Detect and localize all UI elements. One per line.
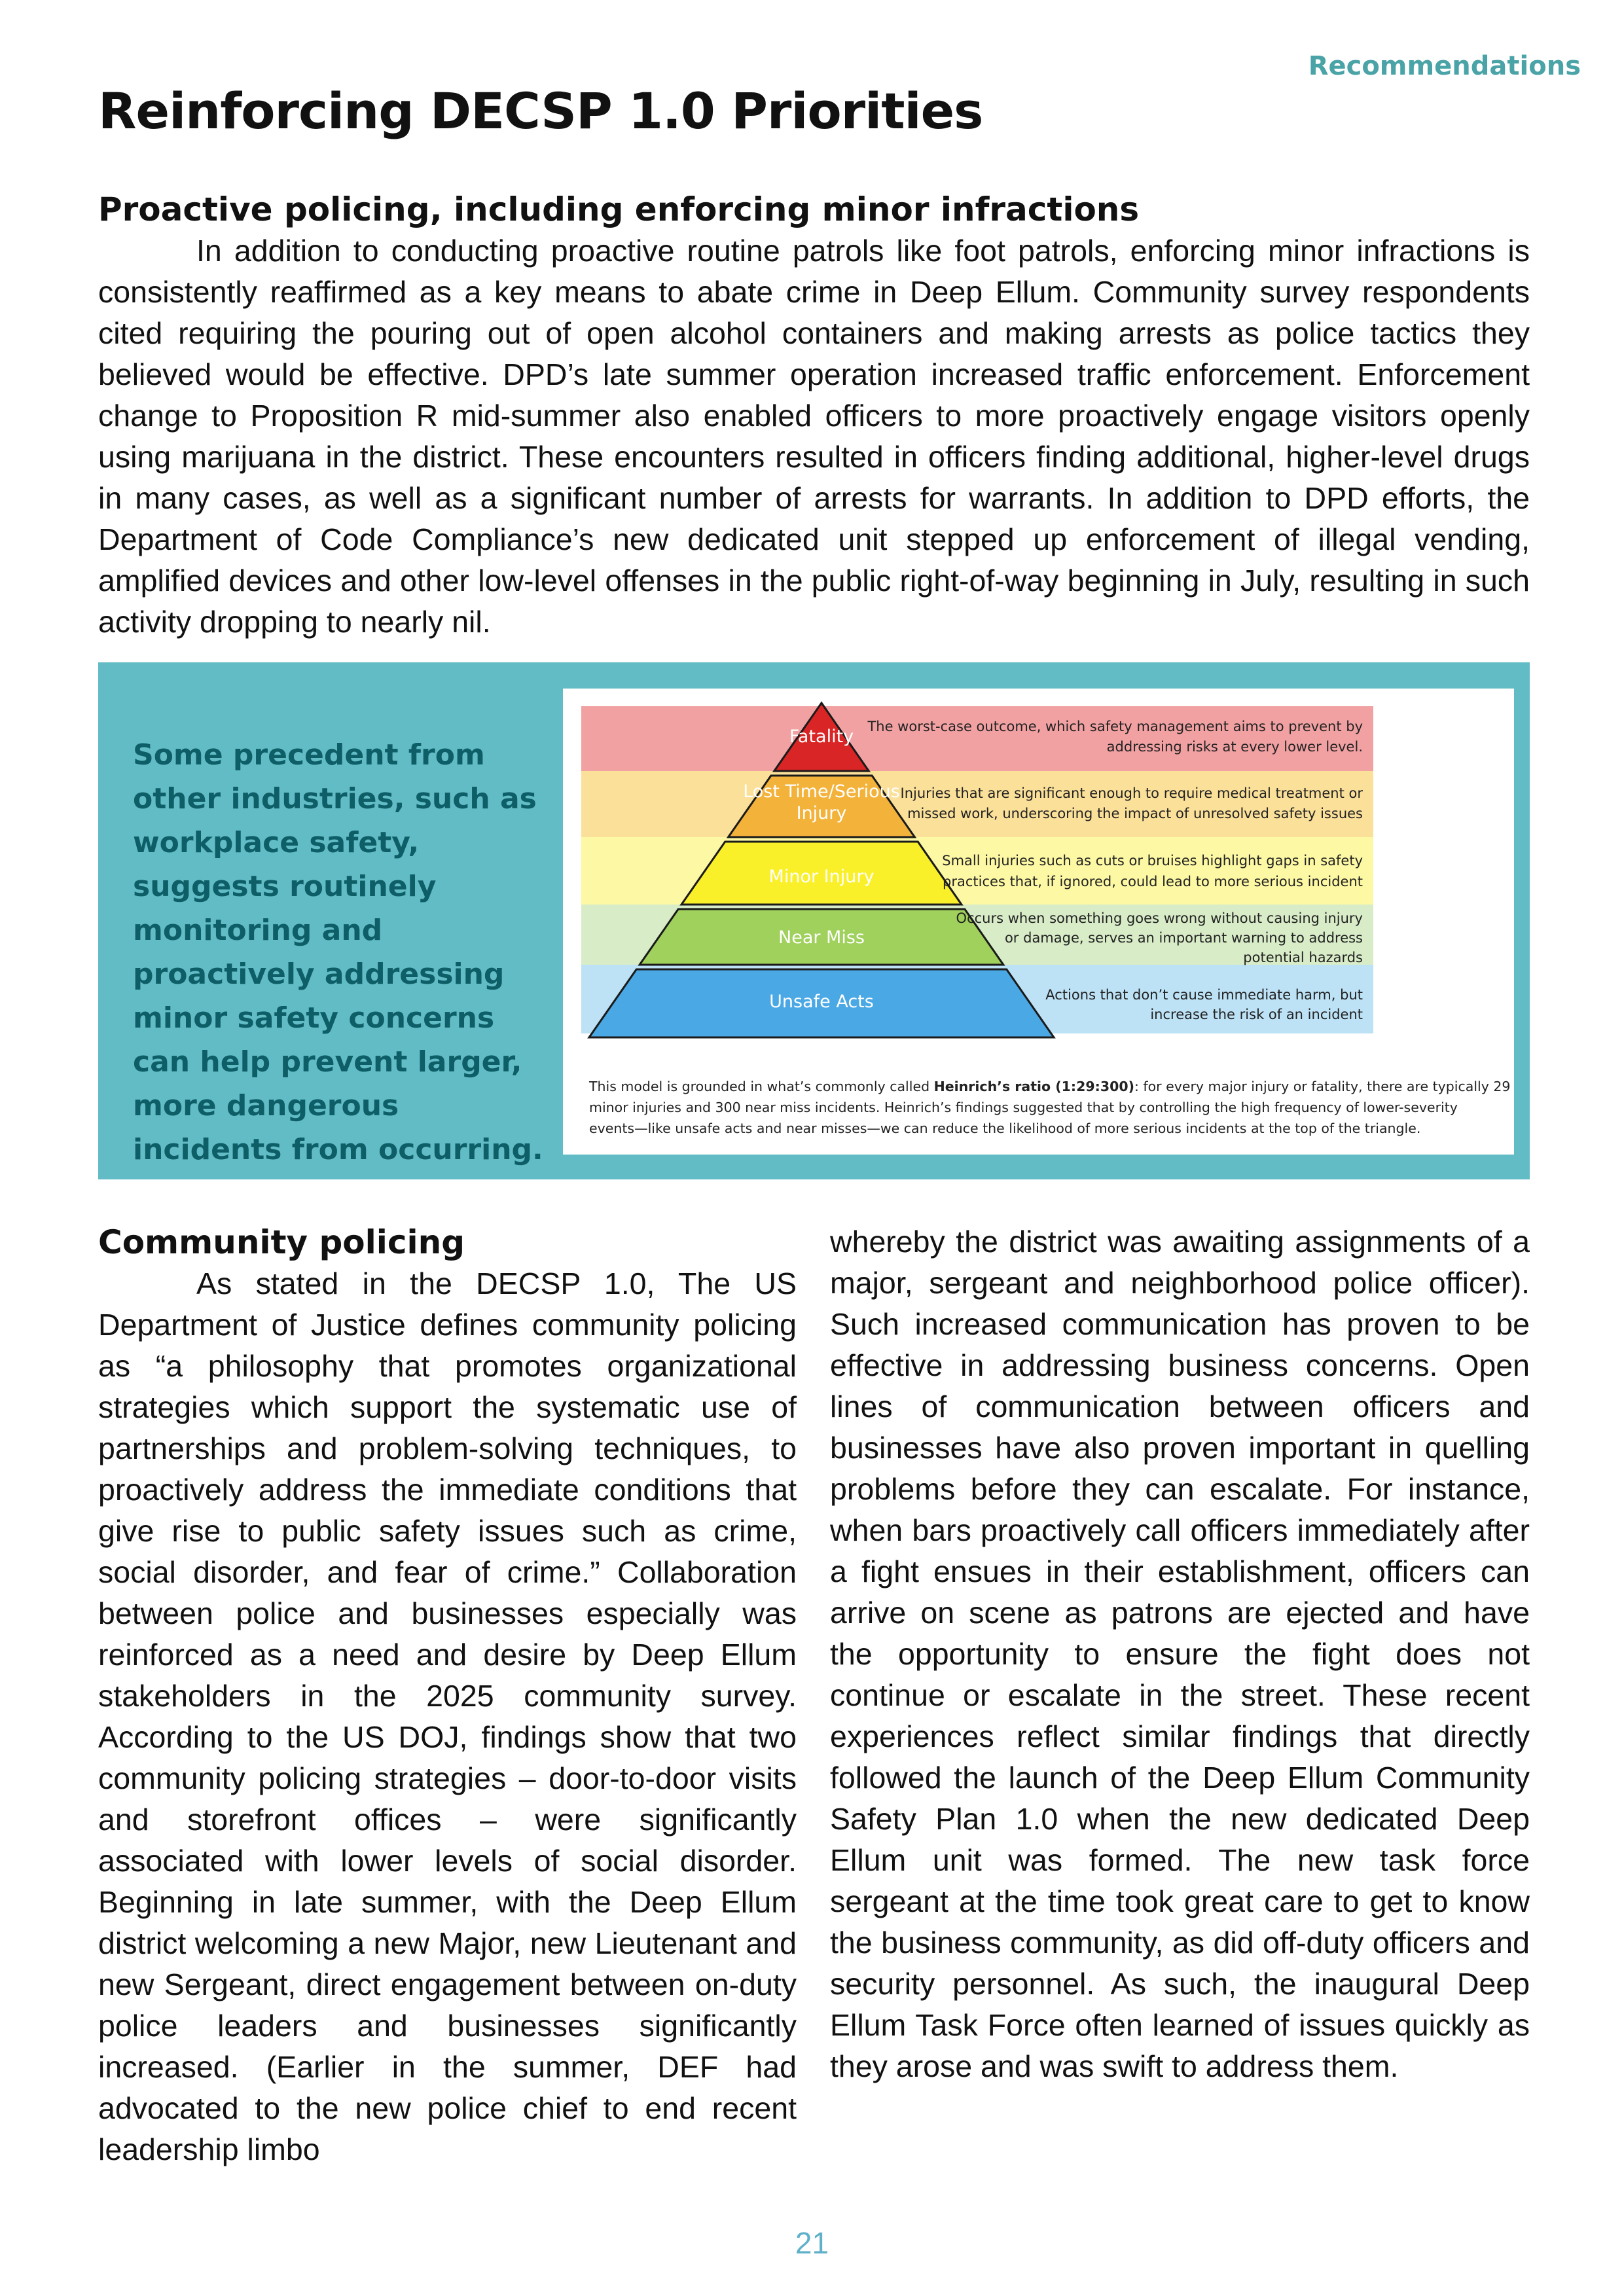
pyramid-tier-label: Near Miss [778, 927, 865, 948]
pyramid-caption-line: minor injuries and 300 near miss incidents. Heinrich’s findings suggested that by controlling the high frequency of lower-severity [589, 1100, 1458, 1115]
pyramid-tier-description: increase the risk of an incident [1150, 1007, 1363, 1022]
safety-pyramid-diagram [563, 689, 1514, 1155]
pyramid-tier-description: practices that, if ignored, could lead to more serious incident [943, 874, 1363, 889]
pyramid-tier-description: Actions that don’t cause immediate harm, but [1045, 987, 1363, 1003]
pyramid-band-1 [581, 771, 1373, 837]
page-title: Reinforcing DECSP 1.0 Priorities [98, 82, 983, 140]
section-proactive-policing [98, 188, 1530, 643]
safety-pyramid-figure [563, 689, 1514, 1155]
section-community-policing [98, 1221, 797, 2170]
pyramid-caption-line: events—like unsafe acts and near misses—we can reduce the likelihood of more serious incidents at the top of the triangle. [589, 1121, 1421, 1136]
section-heading: Proactive policing, including enforcing minor infractions [98, 190, 1140, 228]
pyramid-tier-description: potential hazards [1243, 950, 1363, 965]
pyramid-tier-description: missed work, underscoring the impact of unresolved safety issues [907, 806, 1363, 821]
section-tag: Recommendations [1308, 51, 1581, 81]
pyramid-tier-label: Injury [796, 803, 847, 823]
section-heading: Community policing [98, 1223, 465, 1261]
pyramid-tier-label: Minor Injury [768, 867, 875, 887]
section-paragraph: In addition to conducting proactive routine patrols like foot patrols, enforcing minor infractions is consistently reaffirmed as a key means to abate crime in Deep Ellum. Community survey respondents cited requiring the pouring out of open alcohol containers and making arrests as police tactics they believed would be effective. DPD’s late summer operation increased traffic enforcement. Enforcement change to Proposition R mid-summer also enabled officers to more proactively engage visitors openly using marijuana in the district. These encounters resulted in officers finding additional, higher-level drugs in many cases, as well as a significant number of arrests for warrants. In addition to DPD efforts, the Department of Code Compliance’s new dedicated unit stepped up enforcement of illegal vending, amplified devices and other low-level offenses in the public right-of-way beginning in July, resulting in such activity dropping to nearly nil. [98, 234, 1530, 639]
pyramid-tier-description: Injuries that are significant enough to require medical treatment or [900, 785, 1363, 801]
section-paragraph-left: As stated in the DECSP 1.0, The US Department of Justice defines community policing as “a philosophy that promotes organizational strategies which support the systematic use of partnerships and problem-solving techniques, to proactively address the immediate conditions that give rise to public safety issues such as crime, social disorder, and fear of crime.” Collaboration between police and businesses especially was reinforced as a need and desire by Deep Ellum stakeholders in the 2025 community survey. According to the US DOJ, findings show that two community policing strategies – door-to-door visits and storefront offices – were significantly associated with lower levels of social disorder. Beginning in late summer, with the Deep Ellum district welcoming a new Major, new Lieutenant and new Sergeant, direct engagement between on-duty police leaders and businesses significantly increased. (Earlier in the summer, DEF had advocated to the new police chief to end recent leadership limbo [98, 1266, 797, 2166]
pyramid-tier-label: Fatality [789, 726, 854, 747]
pyramid-tier-description: Occurs when something goes wrong without causing injury [956, 910, 1363, 926]
pyramid-tier-description: addressing risks at every lower level. [1106, 739, 1363, 755]
pyramid-tier-label: Unsafe Acts [769, 992, 874, 1012]
pyramid-caption-line: This model is grounded in what’s commonly called Heinrich’s ratio (1:29:300): for every major injury or fatality, there are typically 29 [589, 1079, 1511, 1094]
callout-box [98, 662, 1530, 1179]
page-number: 21 [795, 2226, 829, 2260]
pyramid-tier-label: Lost Time/Serious [743, 781, 900, 802]
pyramid-tier-description: or damage, serves an important warning to address [1004, 930, 1363, 946]
pyramid-tier-description: Small injuries such as cuts or bruises highlight gaps in safety [942, 853, 1363, 869]
section-paragraph-right: whereby the district was awaiting assignments of a major, sergeant and neighborhood police officer). Such increased communication has proven to be effective in addressing business concerns. Open lines of communication between officers and businesses have also proven important in quelling problems before they can escalate. For instance, when bars proactively call officers immediately after a fight ensues in their establishment, officers can arrive on scene as patrons are ejected and have the opportunity to ensure the fight does not continue or escalate in the street. These recent experiences reflect similar findings that directly followed the launch of the Deep Ellum Community Safety Plan 1.0 when the new dedicated Deep Ellum unit was formed. The new task force sergeant at the time took great care to get to know the business community, as did off-duty officers and security personnel. As such, the inaugural Deep Ellum Task Force often learned of issues quickly as they arose and was swift to address them. [830, 1225, 1530, 2083]
section-community-policing-continued [830, 1221, 1530, 2087]
pyramid-tier-description: The worst-case outcome, which safety management aims to prevent by [867, 719, 1363, 734]
callout-quote: Some precedent from other industries, such as workplace safety, suggests routinely monitoring and proactively addressing minor safety concerns can help prevent larger, more dangerous incidents from occurring. [133, 738, 543, 1166]
